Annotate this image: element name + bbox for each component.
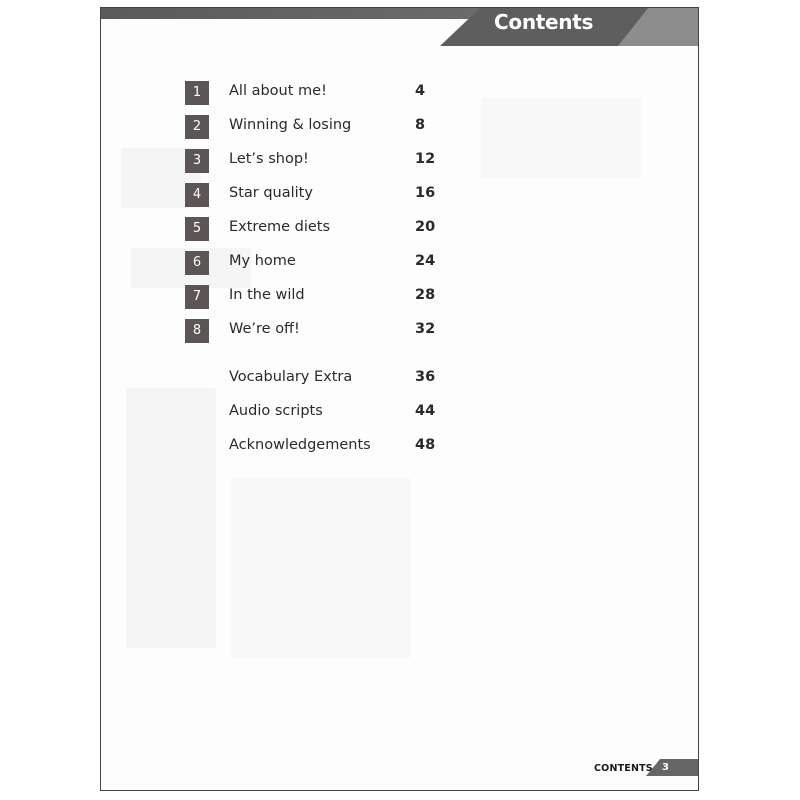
toc-row-unit-3[interactable] — [185, 149, 445, 173]
unit-title: In the wild — [229, 287, 305, 303]
toc-row-unit-6[interactable] — [185, 251, 445, 275]
unit-number-badge: 6 — [185, 251, 209, 275]
unit-number-badge: 7 — [185, 285, 209, 309]
extra-section-page-number: 36 — [415, 369, 436, 385]
toc-row-unit-1[interactable] — [185, 81, 445, 105]
unit-number-badge: 1 — [185, 81, 209, 105]
unit-title: Extreme diets — [229, 219, 331, 235]
toc-row-unit-5[interactable] — [185, 217, 445, 241]
footer-page-tab — [646, 759, 698, 776]
page-title: Contents — [494, 10, 594, 34]
unit-number-badge: 8 — [185, 319, 209, 343]
unit-title: We’re off! — [229, 321, 300, 337]
extra-section-page-number: 48 — [415, 437, 436, 453]
unit-number-badge: 3 — [185, 149, 209, 173]
unit-page-number: 4 — [415, 83, 426, 99]
unit-page-number: 32 — [415, 321, 436, 337]
unit-page-number: 16 — [415, 185, 436, 201]
toc-row-unit-2[interactable] — [185, 115, 445, 139]
unit-number-badge: 4 — [185, 183, 209, 207]
unit-number-badge: 2 — [185, 115, 209, 139]
unit-page-number: 8 — [415, 117, 426, 133]
unit-page-number: 12 — [415, 151, 436, 167]
bleed-through-shade — [481, 98, 641, 178]
unit-number-badge: 5 — [185, 217, 209, 241]
toc-row-unit-7[interactable] — [185, 285, 445, 309]
extra-section-title: Acknowledgements — [229, 437, 371, 453]
toc-row-unit-4[interactable] — [185, 183, 445, 207]
bleed-through-shade — [231, 478, 411, 658]
unit-title: All about me! — [229, 83, 327, 99]
toc-row-vocabulary-extra[interactable] — [185, 367, 445, 391]
extra-section-title: Vocabulary Extra — [229, 369, 353, 385]
footer-page-number: 3 — [662, 762, 669, 773]
unit-page-number: 24 — [415, 253, 436, 269]
contents-page — [100, 7, 699, 791]
bleed-through-shade — [126, 388, 216, 648]
unit-page-number: 28 — [415, 287, 436, 303]
footer-section-label: CONTENTS — [594, 763, 653, 774]
toc-row-audio-scripts[interactable] — [185, 401, 445, 425]
unit-title: My home — [229, 253, 296, 269]
extra-section-title: Audio scripts — [229, 403, 323, 419]
unit-page-number: 20 — [415, 219, 436, 235]
unit-title: Star quality — [229, 185, 313, 201]
unit-title: Winning & losing — [229, 117, 352, 133]
toc-row-acknowledgements[interactable] — [185, 435, 445, 459]
unit-title: Let’s shop! — [229, 151, 309, 167]
toc-row-unit-8[interactable] — [185, 319, 445, 343]
extra-section-page-number: 44 — [415, 403, 436, 419]
